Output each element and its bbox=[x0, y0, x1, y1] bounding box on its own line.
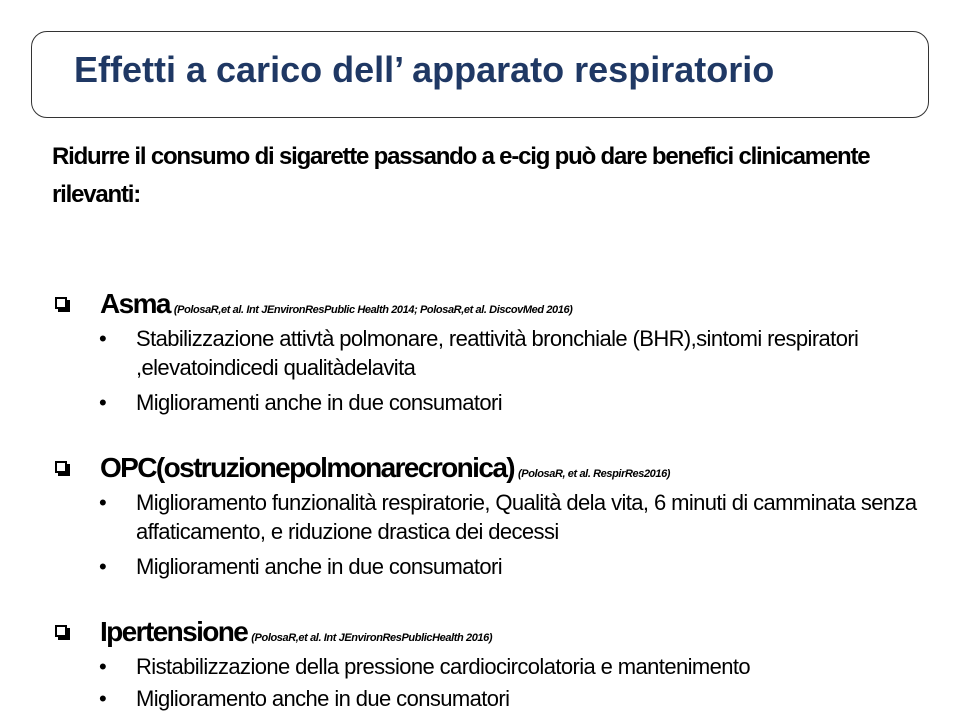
bullet-text: Miglioramenti anche in due consumatori bbox=[136, 390, 503, 415]
list-item bbox=[52, 684, 932, 713]
bullet-text: Miglioramento anche in due consumatori bbox=[136, 686, 510, 711]
bullet-dot: • bbox=[99, 390, 107, 415]
list-item bbox=[52, 488, 932, 546]
bullet-text: Miglioramenti anche in due consumatori bbox=[136, 554, 503, 579]
slide-title: Effetti a carico dell’ apparato respiratorio bbox=[74, 49, 775, 90]
checkbox-bullet-icon bbox=[55, 297, 67, 309]
bullet-text: Ristabilizzazione della pressione cardiocircolatoria e mantenimento bbox=[136, 654, 751, 679]
section-heading bbox=[52, 452, 932, 488]
bullet-text: Miglioramento funzionalità respiratorie, Qualità dela vita, 6 minuti di camminata senza affaticamento, e riduzione drastica dei decessi bbox=[136, 490, 917, 544]
section-asma bbox=[52, 288, 932, 423]
bullet-list bbox=[52, 652, 932, 713]
section-opc bbox=[52, 452, 932, 587]
list-item bbox=[52, 552, 932, 581]
list-item bbox=[52, 324, 932, 382]
section-heading bbox=[52, 288, 932, 324]
section-citation: (PolosaR, et al. RespirRes2016) bbox=[518, 468, 671, 480]
section-heading bbox=[52, 616, 932, 652]
section-citation: (PolosaR,et al. Int JEnvironResPublic Health 2014; PolosaR,et al. DiscovMed 2016) bbox=[173, 304, 573, 316]
section-title: Asma (PolosaR,et al. Int JEnvironResPublic Health 2014; PolosaR,et al. DiscovMed 2016) bbox=[100, 288, 573, 319]
section-citation: (PolosaR,et al. Int JEnvironResPublicHealth 2016) bbox=[251, 632, 493, 644]
section-title: OPC(ostruzionepolmonarecronica) (PolosaR, et al. RespirRes2016) bbox=[100, 452, 671, 483]
list-item bbox=[52, 388, 932, 417]
section-ipertensione bbox=[52, 616, 932, 719]
bullet-text: Stabilizzazione attivtà polmonare, reattività bronchiale (BHR),sintomi respiratori ,elevatoindicedi qualitàdelavita bbox=[136, 326, 859, 380]
section-title: Ipertensione (PolosaR,et al. Int JEnvironResPublicHealth 2016) bbox=[100, 616, 493, 647]
bullet-dot: • bbox=[99, 326, 107, 351]
bullet-dot: • bbox=[99, 654, 107, 679]
list-item bbox=[52, 652, 932, 681]
intro-text: Ridurre il consumo di sigarette passando a e-cig può dare benefici clinicamente rilevanti: bbox=[52, 143, 870, 208]
checkbox-bullet-icon bbox=[55, 625, 67, 637]
bullet-dot: • bbox=[99, 490, 107, 515]
checkbox-bullet-icon bbox=[55, 461, 67, 473]
bullet-list bbox=[52, 324, 932, 417]
bullet-dot: • bbox=[99, 554, 107, 579]
bullet-list bbox=[52, 488, 932, 581]
bullet-dot: • bbox=[99, 686, 107, 711]
